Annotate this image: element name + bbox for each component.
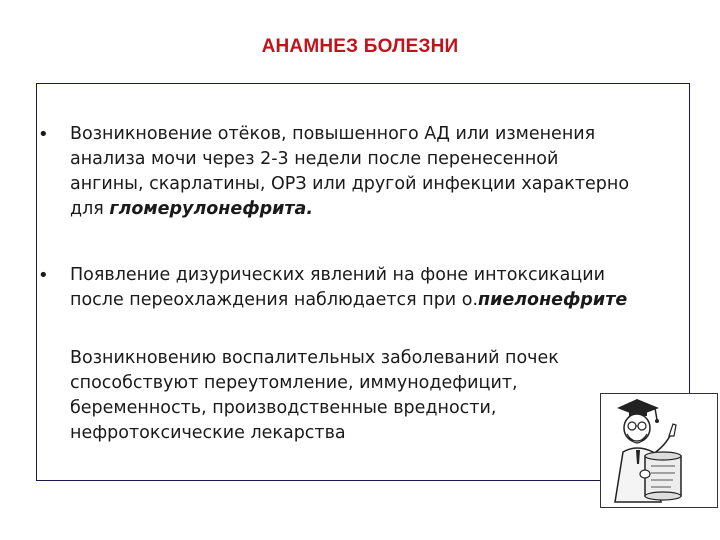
bullet-line: ангины, скарлатины, ОРЗ или другой инфекции характерно — [70, 174, 630, 194]
paragraph-line: нефротоксические лекарства — [70, 423, 346, 443]
slide-title: АНАМНЕЗ БОЛЕЗНИ — [261, 36, 459, 57]
paragraph-line: беременность, производственные вредности, — [70, 398, 497, 418]
line-prefix: для — [70, 199, 110, 219]
bullet-line: Появление дизурических явлений на фоне интоксикации — [70, 265, 605, 285]
bullet-line: анализа мочи через 2-3 недели после перенесенной — [70, 149, 559, 169]
bullet-marker: • — [38, 265, 49, 286]
bullet-text — [70, 263, 627, 313]
professor-with-scroll-icon — [601, 394, 717, 507]
bullet-marker: • — [38, 124, 49, 145]
paragraph-line: Возникновению воспалительных заболеваний почек — [70, 348, 559, 368]
line-prefix: после переохлаждения наблюдается при о. — [70, 290, 479, 310]
bullet-line — [70, 197, 629, 222]
emphasis-term: пиелонефрите — [478, 290, 628, 310]
emphasis-term: гломерулонефрита. — [109, 199, 314, 219]
bullet-line: Возникновение отёков, повышенного АД или изменения — [70, 124, 596, 144]
bullet-text — [70, 122, 629, 222]
paragraph-text — [70, 346, 559, 446]
bullet-line — [70, 288, 627, 313]
paragraph-line: способствуют переутомление, иммунодефицит, — [70, 373, 518, 393]
professor-illustration — [600, 393, 718, 508]
